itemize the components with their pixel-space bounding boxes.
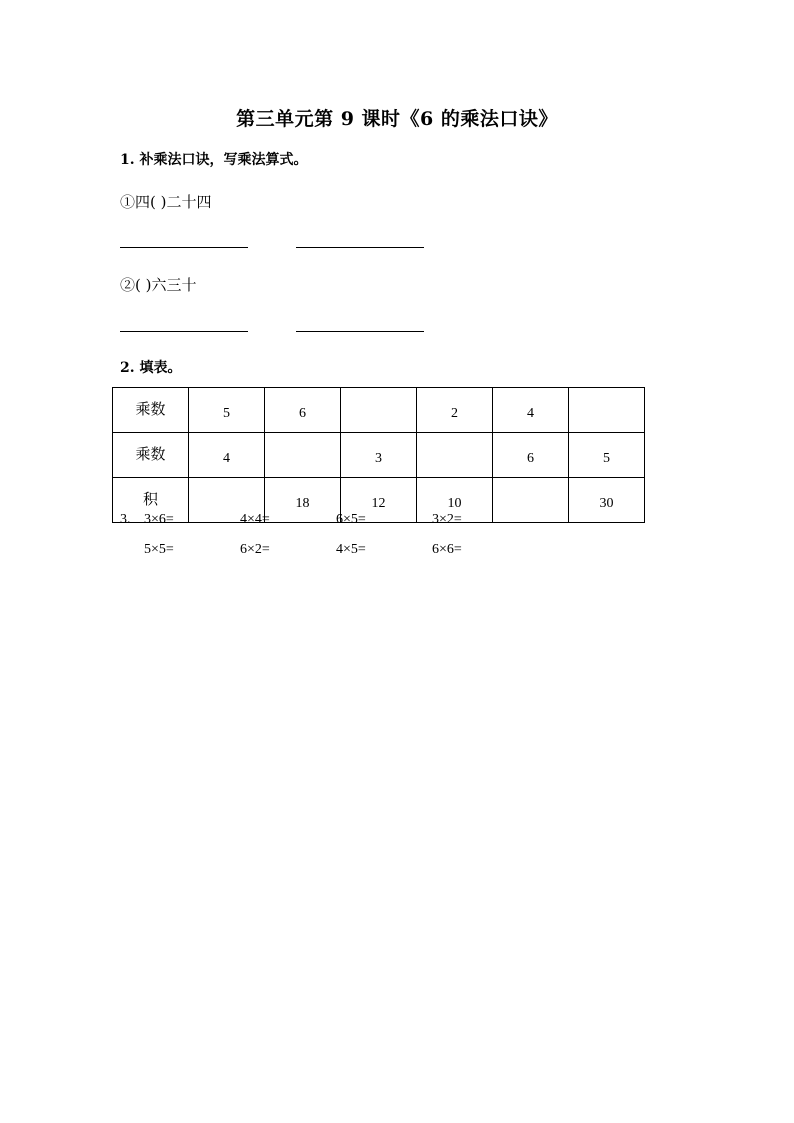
fill-in-table xyxy=(112,387,645,523)
table-cell[interactable] xyxy=(417,433,493,478)
answer-blank[interactable] xyxy=(296,247,424,248)
table-cell[interactable]: 5 xyxy=(569,433,645,478)
table-row xyxy=(113,478,645,523)
table-cell[interactable]: 6 xyxy=(493,433,569,478)
question-1-item-1: ①四( )二十四 xyxy=(120,193,212,211)
row-label: 乘数 xyxy=(113,433,189,478)
table-cell[interactable] xyxy=(493,478,569,523)
answer-blank[interactable] xyxy=(120,331,248,332)
table-cell[interactable] xyxy=(341,388,417,433)
table-cell[interactable]: 6 xyxy=(265,388,341,433)
table-cell[interactable]: 18 xyxy=(265,478,341,523)
calc-item: 6×6= xyxy=(432,542,462,557)
page-title: 第三单元第 9 课时《6 的乘法口诀》 xyxy=(236,108,558,130)
calc-item: 3×2= xyxy=(432,512,462,527)
question-2-heading: 2. 填表。 xyxy=(120,360,182,376)
calc-item: 3×6= xyxy=(144,512,174,527)
table-cell[interactable]: 2 xyxy=(417,388,493,433)
table-cell[interactable]: 30 xyxy=(569,478,645,523)
calc-item: 5×5= xyxy=(144,542,174,557)
table-cell[interactable]: 5 xyxy=(189,388,265,433)
calc-item: 6×5= xyxy=(336,512,366,527)
table-cell[interactable]: 10 xyxy=(417,478,493,523)
calc-item: 6×2= xyxy=(240,542,270,557)
calc-item: 4×4= xyxy=(240,512,270,527)
calc-item: 4×5= xyxy=(336,542,366,557)
question-1-heading: 1. 补乘法口诀，写乘法算式。 xyxy=(120,152,308,168)
answer-blank[interactable] xyxy=(120,247,248,248)
question-3-number: 3. xyxy=(120,512,131,527)
answer-blank[interactable] xyxy=(296,331,424,332)
table-row xyxy=(113,388,645,433)
table-cell[interactable]: 4 xyxy=(189,433,265,478)
row-label: 积 xyxy=(113,478,189,523)
table-cell[interactable]: 12 xyxy=(341,478,417,523)
table-row xyxy=(113,433,645,478)
table-cell[interactable] xyxy=(265,433,341,478)
table-cell[interactable]: 3 xyxy=(341,433,417,478)
question-1-item-2: ②( )六三十 xyxy=(120,276,197,294)
table-cell[interactable]: 4 xyxy=(493,388,569,433)
row-label: 乘数 xyxy=(113,388,189,433)
table-cell[interactable] xyxy=(569,388,645,433)
